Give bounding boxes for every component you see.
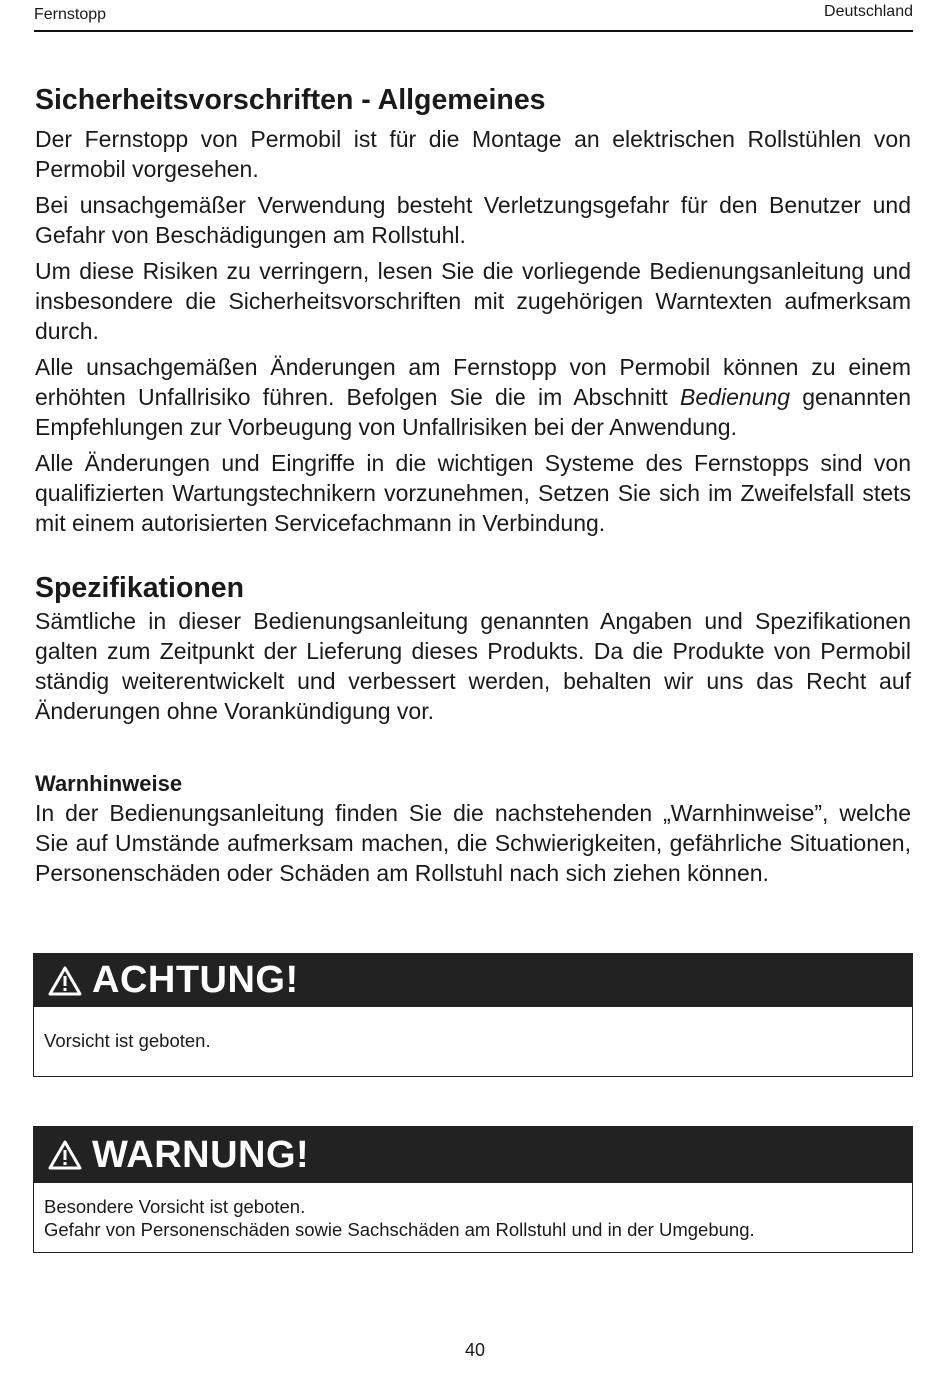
- section-reference: Bedienung: [680, 384, 791, 410]
- caution-text: [34, 1007, 912, 1068]
- safety-paragraph-4-start: Alle unsachgemäßen Änderungen am Fernstopp von Permobil können zu einem erhöhten Unfallrisiko führen. Befolgen Sie die im Abschnitt: [35, 354, 911, 410]
- warning-box: [33, 1126, 913, 1253]
- page-number: 40: [464, 1340, 486, 1360]
- safety-paragraph-3: Um diese Risiken zu verringern, lesen Sie die vorliegende Bedienungsanleitung und insbesondere die Sicherheitsvorschriften mit zugehörigen Warntexten aufmerksam durch.: [35, 258, 911, 344]
- warning-line-1: Besondere Vorsicht ist geboten.: [44, 1196, 306, 1217]
- warning-title: WARNUNG!: [92, 1133, 310, 1176]
- specs-heading: Spezifikationen: [35, 572, 245, 604]
- caution-box-header: [34, 954, 912, 1007]
- warning-line-2: Gefahr von Personenschäden sowie Sachschäden am Rollstuhl und in der Umgebung.: [44, 1219, 755, 1240]
- warnings-heading: Warnhinweise: [35, 771, 183, 796]
- specs-section: [35, 570, 911, 726]
- warnings-section: [35, 770, 911, 888]
- warning-triangle-icon: [48, 966, 82, 996]
- safety-heading: Sicherheitsvorschriften - Allgemeines: [35, 84, 546, 116]
- specs-paragraph: Sämtliche in dieser Bedienungsanleitung genannten Angaben und Spezifikationen galten zum Zeitpunkt der Lieferung dieses Produkts. Da die Produkte von Permobil ständig weiterentwickelt und verbessert werden, behalten wir uns das Recht auf Änderungen ohne Vorankündigung vor.: [35, 608, 911, 724]
- safety-paragraph-1: Der Fernstopp von Permobil ist für die Montage an elektrischen Rollstühlen von Permobil vorgesehen.: [35, 126, 911, 182]
- main-content: [35, 80, 911, 888]
- caution-box: [33, 953, 913, 1077]
- warning-box-header: [34, 1127, 912, 1183]
- header-language: Deutschland: [824, 3, 913, 20]
- safety-paragraph-4: [35, 352, 911, 442]
- safety-paragraph-2: Bei unsachgemäßer Verwendung besteht Verletzungsgefahr für den Benutzer und Gefahr von Beschädigungen am Rollstuhl.: [35, 192, 911, 248]
- safety-paragraph-5: Alle Änderungen und Eingriffe in die wichtigen Systeme des Fernstopps sind von qualifizierten Wartungstechnikern vorzunehmen, Setzen Sie sich im Zweifelsfall stets mit einem autorisierten Servicefachmann in Verbindung.: [35, 450, 911, 536]
- warnings-paragraph: In der Bedienungsanleitung finden Sie die nachstehenden „Warnhinweise”, welche Sie auf Umstände aufmerksam machen, die Schwierigkeiten, gefährliche Situationen, Personenschäden oder Schäden am Rollstuhl nach sich ziehen können.: [35, 800, 911, 886]
- page-header: [34, 0, 913, 32]
- safety-paragraph-4-end: genannten Empfehlungen zur Vorbeugung von Unfallrisiken bei der Anwendung.: [35, 384, 911, 440]
- caution-line-1: Vorsicht ist geboten.: [44, 1030, 211, 1051]
- warning-triangle-icon: [48, 1140, 82, 1170]
- caution-title: ACHTUNG!: [92, 959, 299, 1001]
- header-product-name: Fernstopp: [34, 6, 107, 23]
- warning-text: [34, 1183, 912, 1257]
